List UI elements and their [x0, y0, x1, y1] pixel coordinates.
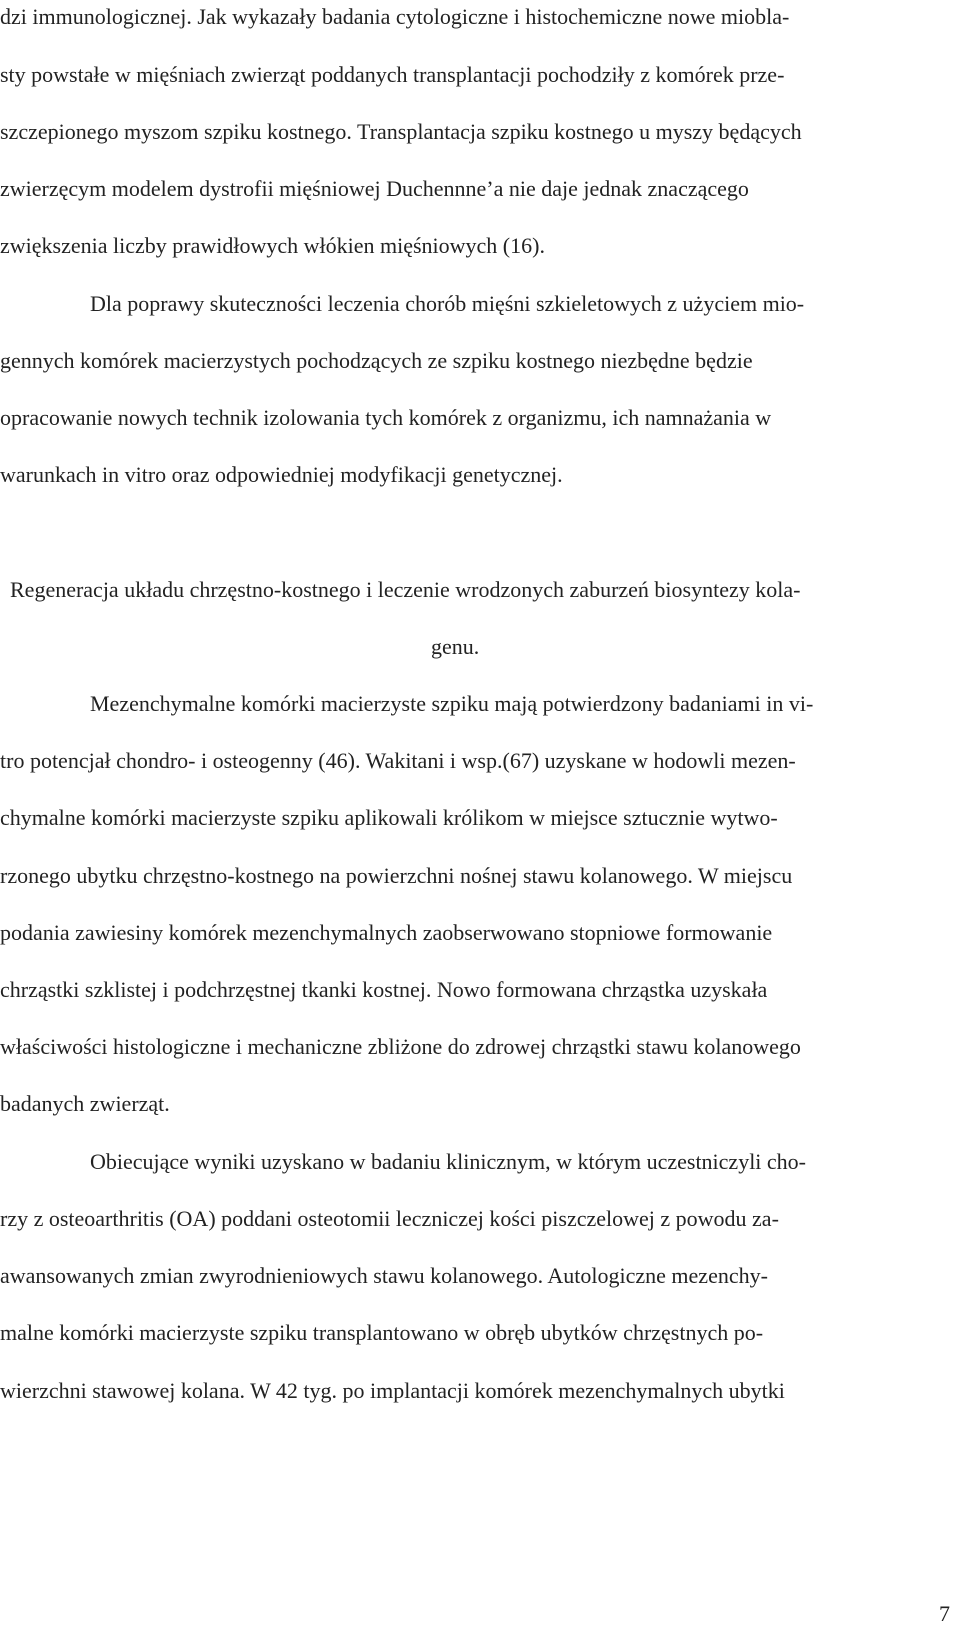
page-number: 7 — [939, 1601, 950, 1626]
text-line: rzy z osteoarthritis (OA) poddani osteotomii leczniczej kości piszczelowej z powodu za- — [0, 1206, 779, 1231]
text-line: zwierzęcym modelem dystrofii mięśniowej Duchennne’a nie daje jednak znaczącego — [0, 176, 749, 201]
text-line: chymalne komórki macierzyste szpiku aplikowali królikom w miejsce sztucznie wytwo- — [0, 805, 778, 830]
text-line: zwiększenia liczby prawidłowych włókien mięśniowych (16). — [0, 233, 545, 258]
text-line: gennych komórek macierzystych pochodzących ze szpiku kostnego niezbędne będzie — [0, 348, 753, 373]
text-line: właściwości histologiczne i mechaniczne zbliżone do zdrowej chrząstki stawu kolanowego — [0, 1034, 801, 1059]
text-line: podania zawiesiny komórek mezenchymalnych zaobserwowano stopniowe formowanie — [0, 920, 773, 945]
text-line: warunkach in vitro oraz odpowiedniej modyfikacji genetycznej. — [0, 462, 563, 487]
text-line: sty powstałe w mięśniach zwierząt poddanych transplantacji pochodziły z komórek prze- — [0, 62, 785, 87]
text-line: badanych zwierząt. — [0, 1091, 170, 1116]
text-line: dzi immunologicznej. Jak wykazały badania cytologiczne i histochemiczne nowe miobla- — [0, 4, 790, 29]
text-line: Mezenchymalne komórki macierzyste szpiku mają potwierdzony badaniami in vi- — [90, 691, 814, 716]
text-line: rzonego ubytku chrzęstno-kostnego na powierzchni nośnej stawu kolanowego. W miejscu — [0, 863, 793, 888]
section-heading-line: Regeneracja układu chrzęstno-kostnego i leczenie wrodzonych zaburzeń biosyntezy kola- — [10, 577, 801, 602]
text-line: awansowanych zmian zwyrodnieniowych stawu kolanowego. Autologiczne mezenchy- — [0, 1263, 768, 1288]
text-line: chrząstki szklistej i podchrzęstnej tkanki kostnej. Nowo formowana chrząstka uzyskała — [0, 977, 768, 1002]
text-line: szczepionego myszom szpiku kostnego. Transplantacja szpiku kostnego u myszy będących — [0, 119, 802, 144]
text-line: wierzchni stawowej kolana. W 42 tyg. po implantacji komórek mezenchymalnych ubytki — [0, 1378, 785, 1403]
text-line: malne komórki macierzyste szpiku transplantowano w obręb ubytków chrzęstnych po- — [0, 1320, 764, 1345]
section-heading-line: genu. — [431, 634, 480, 659]
text-line: Obiecujące wyniki uzyskano w badaniu klinicznym, w którym uczestniczyli cho- — [90, 1149, 807, 1174]
text-line: opracowanie nowych technik izolowania tych komórek z organizmu, ich namnażania w — [0, 405, 772, 430]
text-line: tro potencjał chondro- i osteogenny (46). Wakitani i wsp.(67) uzyskane w hodowli mezen- — [0, 748, 796, 773]
text-line: Dla poprawy skuteczności leczenia chorób mięśni szkieletowych z użyciem mio- — [90, 291, 805, 316]
